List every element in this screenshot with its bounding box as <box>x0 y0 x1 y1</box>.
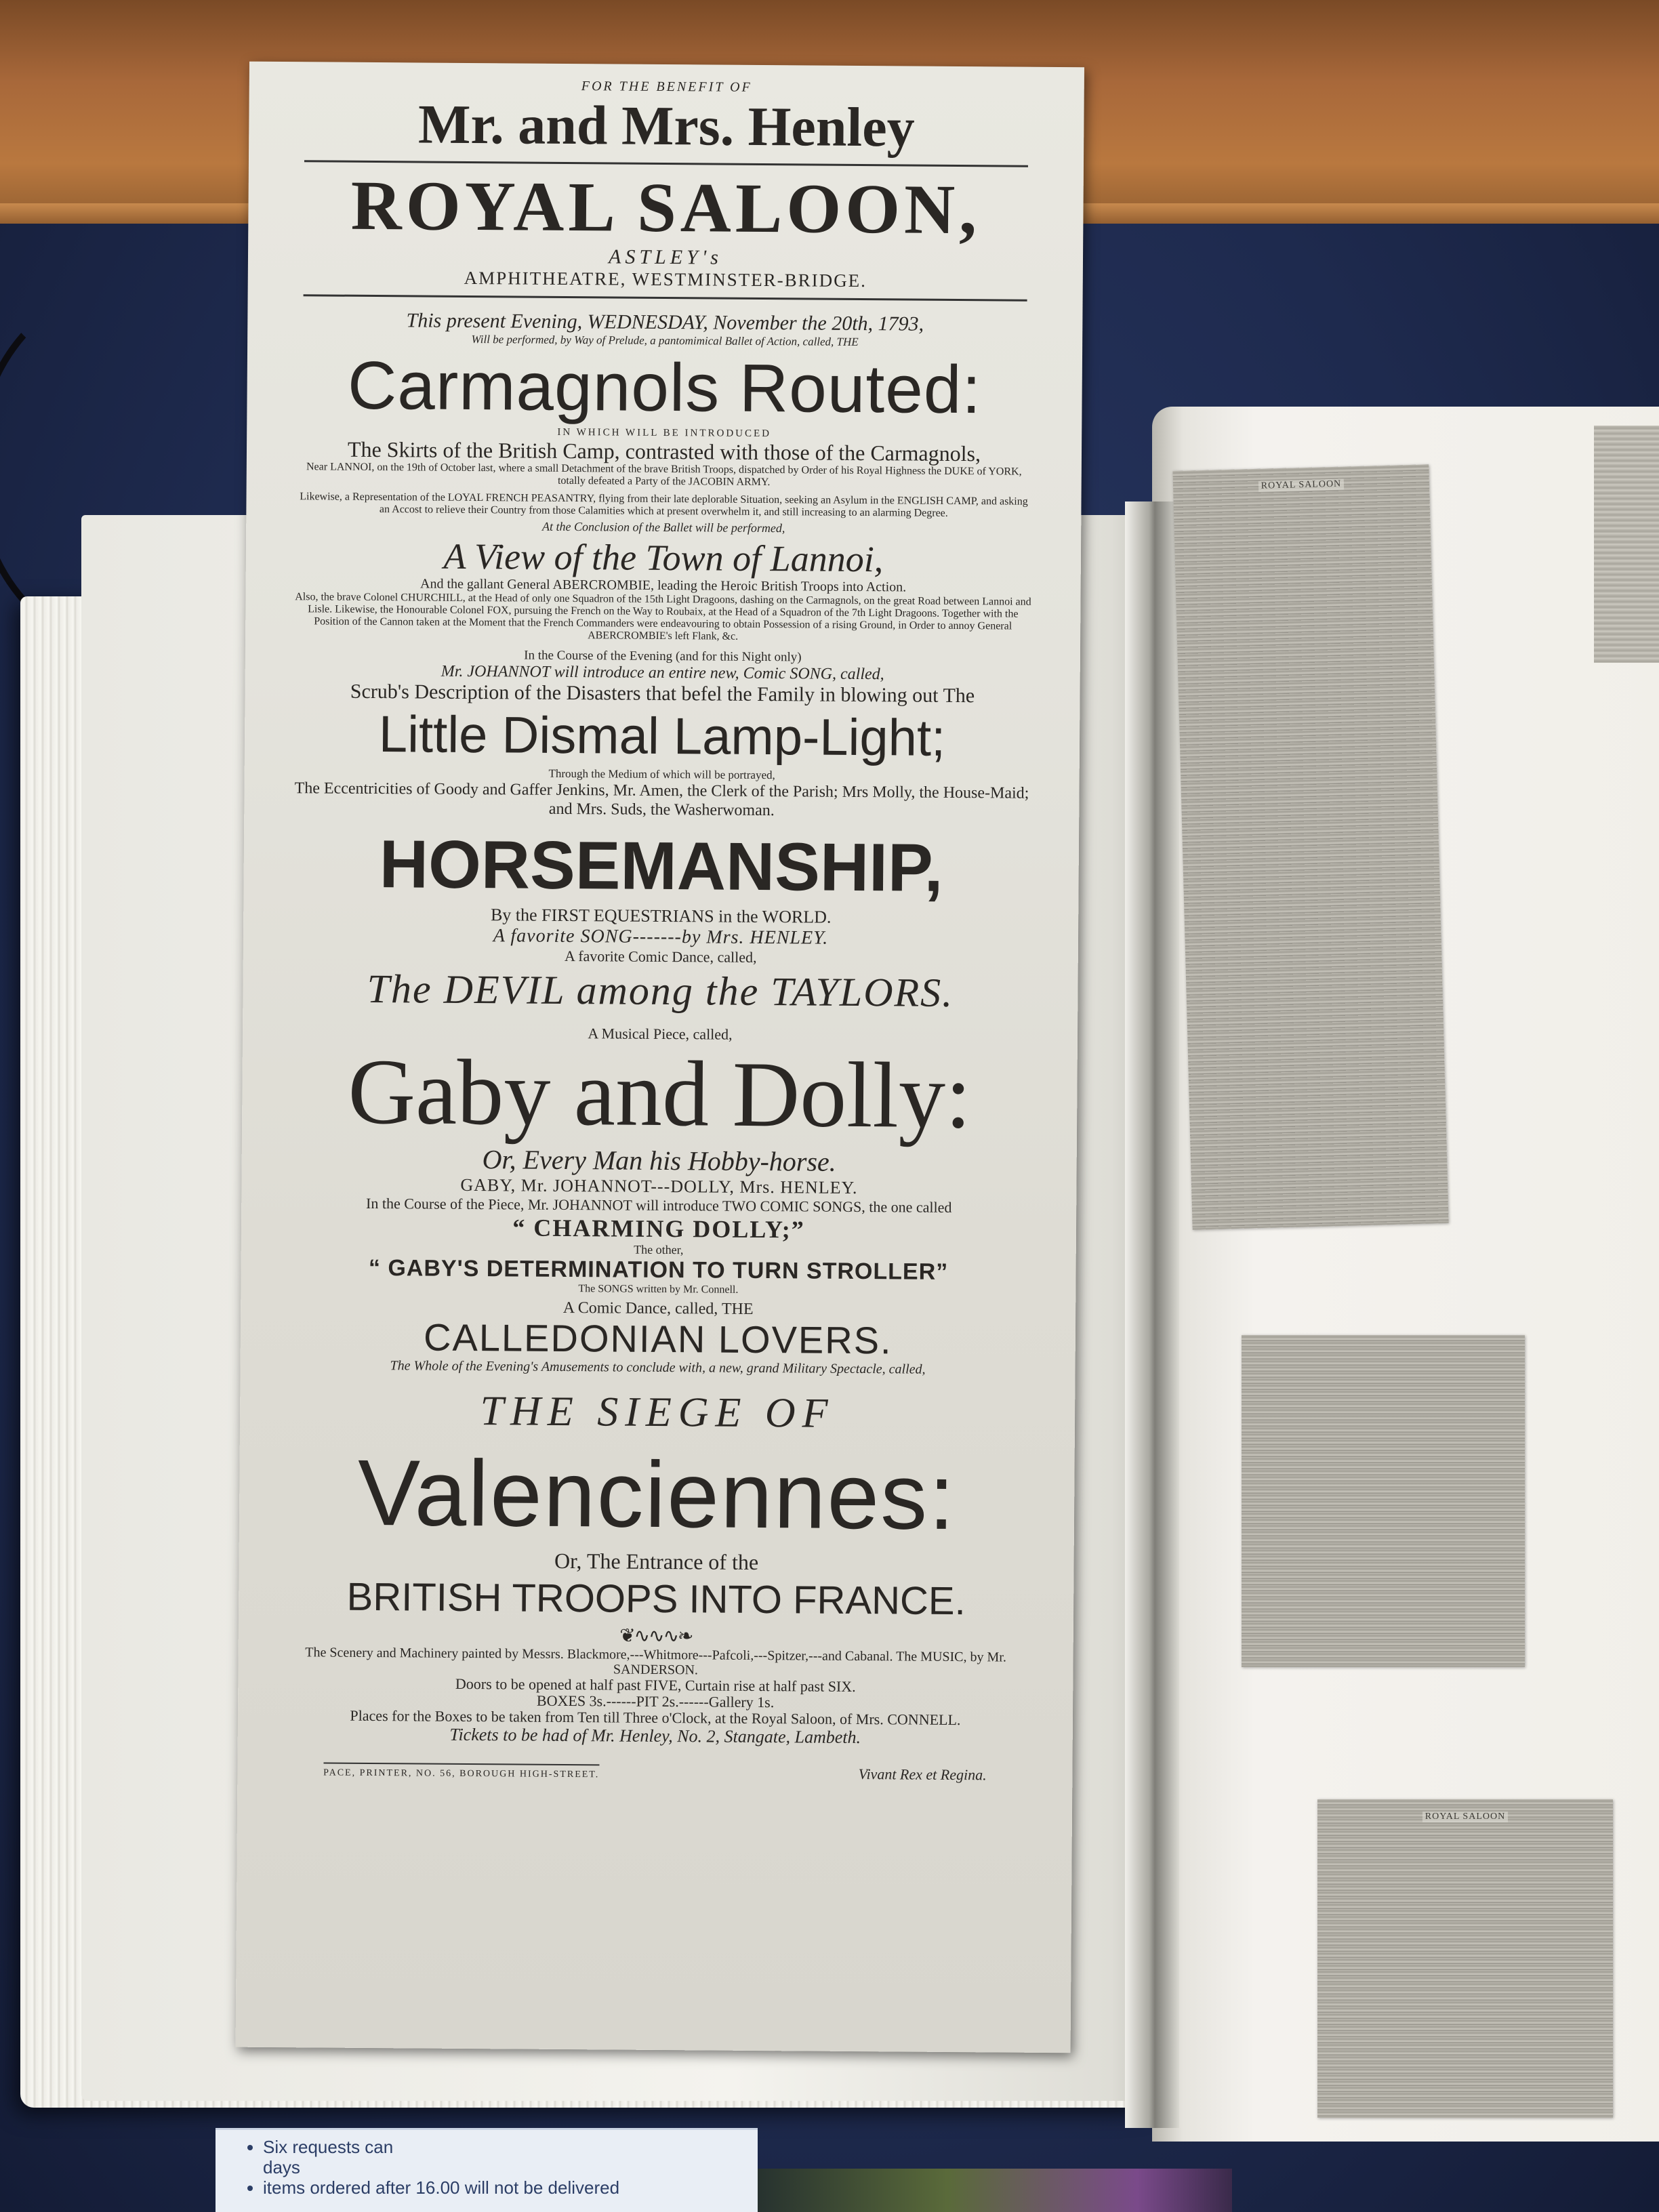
venue-heading: ROYAL SALOON, <box>350 166 981 249</box>
doors-line: Doors to be opened at half past FIVE, Curtain rise at half past SIX. <box>455 1675 856 1696</box>
info-item: • items ordered after 16.00 will not be delivered <box>263 2177 737 2198</box>
title-british-troops: BRITISH TROOPS INTO FRANCE. <box>346 1574 966 1624</box>
info-item-continued: days <box>263 2157 300 2177</box>
places-line: Places for the Boxes to be taken from Ten till Three o'Clock, at the Royal Saloon, of Mrs. CONNELL. <box>350 1706 961 1729</box>
info-item: • Six requests can <box>263 2137 737 2157</box>
peasantry-note: Likewise, a Representation of the LOYAL FRENCH PEASANTRY, flying from their late deplorable Situation, seeking an Asylum in the ENGLISH CAMP, and asking an Accost to relieve their Country from those Calamities which at present overwhelm it, and still increasing to an alarming Degree. <box>300 491 1028 519</box>
info-list <box>236 2177 737 2198</box>
churchill-note: Also, the brave Colonel CHURCHILL, at the Head of only one Squadron of the 15th Light Dragoons, dashing on the Carmagnols, on the great Road between Lannoi and Lisle. Likewise, the Honourable Colonel FOX, pursuing the French on the Way to Roubaix, at the Head of a Squadron of the 7th Light Dragoons. Together with the Position of the Cannon taken at the Moment that the French Commanders were endeavouring to obtain Possession of a rising Ground, in Order to annoy General ABERCROMBIE's left Flank, &c. <box>295 591 1031 642</box>
info-sheet <box>216 2128 758 2212</box>
beneficiaries-heading: Mr. and Mrs. Henley <box>417 93 915 159</box>
thumbnail-playbill-1 <box>1172 464 1448 1230</box>
title-valenciennes: Valenciennes: <box>357 1440 957 1550</box>
thumbnail-playbill-3 <box>1317 1799 1613 2118</box>
conclusion-line: At the Conclusion of the Ballet will be performed, <box>541 519 785 535</box>
thumbnail-playbill-2 <box>1242 1335 1525 1667</box>
title-siege-of: THE SIEGE OF <box>480 1388 835 1437</box>
entrance-line: Or, The Entrance of the <box>554 1548 759 1574</box>
course-piece-line: In the Course of the Piece, Mr. JOHANNOT will introduce TWO COMIC SONGS, the one called <box>365 1194 952 1216</box>
hobby-horse-line: Or, Every Man his Hobby-horse. <box>482 1144 836 1177</box>
title-gaby-and-dolly: Gaby and Dolly: <box>347 1039 972 1148</box>
comic-dance-2-line: A Comic Dance, called, THE <box>562 1298 754 1318</box>
book-gutter <box>1125 501 1179 2128</box>
thumbnail-title: ROYAL SALOON <box>1258 479 1345 492</box>
playbill <box>236 62 1084 2053</box>
songs-written-line: The SONGS written by Mr. Connell. <box>578 1283 739 1296</box>
title-view-of-lannoi: A View of the Town of Lannoi, <box>443 535 884 580</box>
whole-evening-line: The Whole of the Evening's Amusements to conclude with, a new, grand Military Spectacle, called, <box>390 1358 926 1377</box>
footer-strip <box>758 2169 1232 2212</box>
gallant-line: And the gallant General ABERCROMBIE, leading the Heroic British Troops into Action. <box>419 576 907 595</box>
info-list <box>236 2137 737 2157</box>
title-calledonian-lovers: CALLEDONIAN LOVERS. <box>423 1315 893 1362</box>
medium-line: Through the Medium of which will be portrayed, <box>548 766 775 782</box>
prices-line: BOXES 3s.------PIT 2s.------Gallery 1s. <box>536 1692 775 1711</box>
cast-line: GABY, Mr. JOHANNOT---DOLLY, Mrs. HENLEY. <box>460 1174 858 1198</box>
divider-rule <box>304 294 1027 301</box>
ornament-flourish: ❦∿∿∿❧ <box>619 1625 693 1647</box>
amphitheatre-line: AMPHITHEATRE, WESTMINSTER-BRIDGE. <box>464 267 867 291</box>
imprint-row <box>323 1762 987 1784</box>
song-gabys-determination: “ GABY'S DETERMINATION TO TURN STROLLER” <box>368 1254 949 1285</box>
skirts-line: The Skirts of the British Camp, contrasted with those of the Carmagnols, <box>347 436 981 466</box>
printer-imprint: PACE, PRINTER, NO. 56, BOROUGH HIGH-STREET. <box>323 1763 599 1781</box>
comic-dance-line: A favorite Comic Dance, called, <box>564 947 757 966</box>
musical-piece-line: A Musical Piece, called, <box>588 1025 733 1043</box>
title-carmagnols-routed: Carmagnols Routed: <box>347 347 982 428</box>
thumbnail-edge <box>1594 426 1659 663</box>
scenery-credits: The Scenery and Machinery painted by Messrs. Blackmore,---Whitmore---Pafcoli,---Spitzer,---and Cabanal. The MUSIC, by Mr. SANDERSON. <box>305 1645 1006 1678</box>
date-line: This present Evening, WEDNESDAY, November the 20th, 1793, <box>406 309 924 335</box>
johannot-line: Mr. JOHANNOT will introduce an entire new, Comic SONG, called, <box>441 662 884 684</box>
vivant-line: Vivant Rex et Regina. <box>858 1765 987 1784</box>
thumbnail-title: ROYAL SALOON <box>1422 1811 1508 1822</box>
astley-line: ASTLEY's <box>608 245 723 269</box>
favorite-song-line: A favorite SONG-------by Mrs. HENLEY. <box>493 925 829 949</box>
lannoi-note: Near LANNOI, on the 19th of October last, where a small Detachment of the brave British Troops, dispatched by Order of his Royal Highness the DUKE of YORK, totally defeated a Party of the JACOBIN ARMY. <box>306 461 1022 489</box>
course-line: In the Course of the Evening (and for this Night only) <box>524 648 802 665</box>
eccentricities-line: The Eccentricities of Goody and Gaffer Jenkins, Mr. Amen, the Clerk of the Parish; Mrs Molly, the House-Maid; and Mrs. Suds, the Washerwoman. <box>294 779 1029 820</box>
song-charming-dolly: “ CHARMING DOLLY;” <box>512 1214 805 1244</box>
title-little-dismal-lamp-light: Little Dismal Lamp-Light; <box>378 705 946 767</box>
the-other-line: The other, <box>634 1242 684 1257</box>
introduced-line: IN WHICH WILL BE INTRODUCED <box>557 426 772 440</box>
divider-rule <box>304 160 1028 167</box>
equestrians-line: By the FIRST EQUESTRIANS in the WORLD. <box>490 905 832 927</box>
title-devil-among-taylors: The DEVIL among the TAYLORS. <box>367 966 954 1015</box>
scrub-line: Scrub's Description of the Disasters that befel the Family in blowing out The <box>350 680 975 708</box>
tickets-line: Tickets to be had of Mr. Henley, No. 2, Stangate, Lambeth. <box>449 1724 861 1748</box>
prelude-line: Will be performed, by Way of Prelude, a pantomimical Ballet of Action, called, THE <box>471 332 859 348</box>
benefit-line: FOR THE BENEFIT OF <box>581 79 752 95</box>
title-horsemanship: HORSEMANSHIP, <box>379 826 943 906</box>
